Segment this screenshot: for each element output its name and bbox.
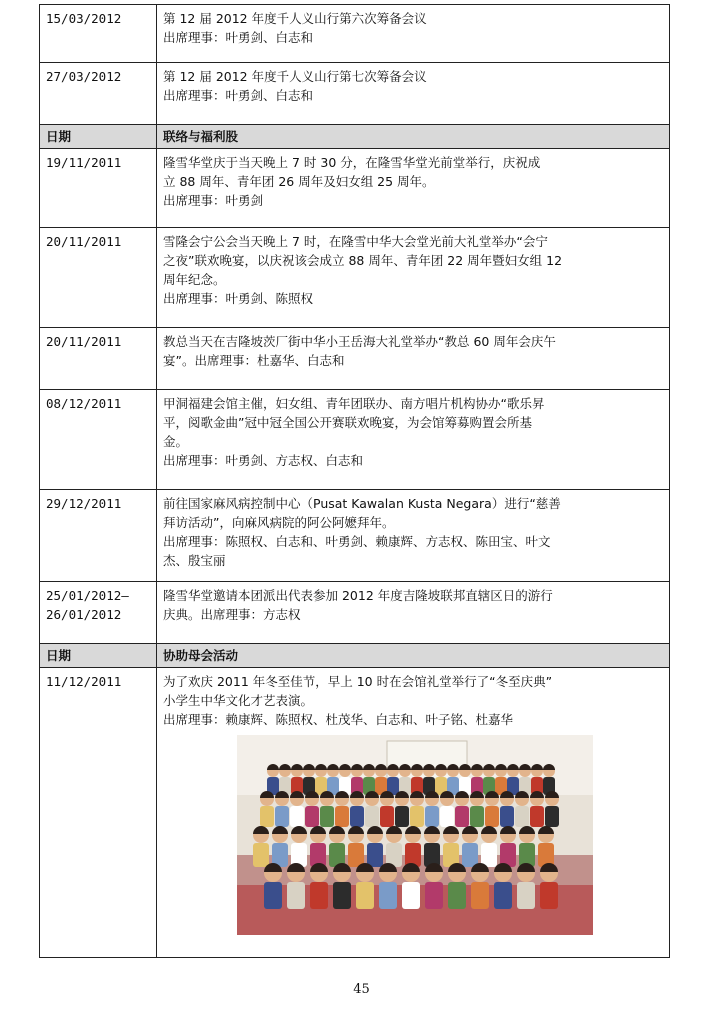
table-row: [40, 228, 670, 328]
row-description: [157, 490, 670, 582]
description-line: 隆雪华堂庆于当天晚上 7 时 30 分，在隆雪华堂光前堂举行，庆祝成: [163, 155, 541, 170]
description-line: 第 12 届 2012 年度千人义山行第七次筹备会议: [163, 69, 427, 84]
row-date: 19/11/2011: [40, 149, 157, 228]
row-date: 15/03/2012: [40, 5, 157, 63]
description-line: 出席理事：叶勇剑、方志权、白志和: [163, 453, 364, 468]
row-description: [157, 582, 670, 644]
table-row: [40, 328, 670, 390]
row-description: [157, 228, 670, 328]
description-line: 出席理事：陈照权、白志和、叶勇剑、赖康辉、方志权、陈田宝、叶文: [163, 534, 551, 549]
page-number: 45: [353, 982, 370, 997]
group-photo-image: [237, 735, 593, 935]
description-line: 教总当天在吉隆坡茨厂街中华小王岳海大礼堂举办“教总 60 周年会庆午: [163, 334, 556, 349]
event-photo-container: [163, 729, 664, 945]
description-line: 前往国家麻风病控制中心（Pusat Kawalan Kusta Negara）进行“慈善: [163, 496, 561, 511]
row-date: 08/12/2011: [40, 390, 157, 490]
row-date: 11/12/2011: [40, 668, 157, 958]
row-description: [157, 390, 670, 490]
description-line: 出席理事：叶勇剑、白志和: [163, 30, 314, 45]
section-header-row: [40, 125, 670, 149]
description-line: 拜访活动”，向麻风病院的阿公阿嬷拜年。: [163, 515, 395, 530]
description-line: 立 88 周年、青年团 26 周年及妇女组 25 周年。: [163, 174, 435, 189]
description-line: 第 12 届 2012 年度千人义山行第六次筹备会议: [163, 11, 427, 26]
description-line: 之夜”联欢晚宴，以庆祝该会成立 88 周年、青年团 22 周年暨妇女组 12: [163, 253, 563, 268]
row-date: 20/11/2011: [40, 228, 157, 328]
description-line: 隆雪华堂邀请本团派出代表参加 2012 年度吉隆坡联邦直辖区日的游行: [163, 588, 553, 603]
table-row: [40, 490, 670, 582]
description-line: 出席理事：叶勇剑、白志和: [163, 88, 314, 103]
section-header-row: [40, 644, 670, 668]
header-section-label: 协助母会活动: [157, 644, 670, 668]
description-line: 出席理事：叶勇剑: [163, 193, 264, 208]
activity-table: [39, 4, 670, 958]
table-row: [40, 582, 670, 644]
row-date: 20/11/2011: [40, 328, 157, 390]
description-line: 杰、殷宝丽: [163, 553, 226, 568]
row-date: 29/12/2011: [40, 490, 157, 582]
table-row: [40, 390, 670, 490]
row-date: 25/01/2012– 26/01/2012: [40, 582, 157, 644]
row-description: [157, 668, 670, 958]
description-line: 周年纪念。: [163, 272, 226, 287]
table-row: [40, 149, 670, 228]
table-row: [40, 63, 670, 125]
row-description: [157, 63, 670, 125]
row-date: 27/03/2012: [40, 63, 157, 125]
header-date-label: 日期: [40, 644, 157, 668]
row-description: [157, 328, 670, 390]
row-description: [157, 149, 670, 228]
header-section-label: 联络与福利股: [157, 125, 670, 149]
description-line: 出席理事：赖康辉、陈照权、杜茂华、白志和、叶子铭、杜嘉华: [163, 712, 514, 727]
description-line: 庆典。出席理事：方志权: [163, 607, 301, 622]
table-row: [40, 5, 670, 63]
description-line: 宴”。出席理事：杜嘉华、白志和: [163, 353, 345, 368]
row-description: [157, 5, 670, 63]
description-line: 平，阅歌金曲”冠中冠全国公开赛联欢晚宴，为会馆筹募购置会所基: [163, 415, 532, 430]
description-line: 金。: [163, 434, 189, 449]
description-line: 出席理事：叶勇剑、陈照权: [163, 291, 314, 306]
description-line: 为了欢庆 2011 年冬至佳节，早上 10 时在会馆礼堂举行了“冬至庆典”: [163, 674, 553, 689]
header-date-label: 日期: [40, 125, 157, 149]
description-line: 雪隆会宁公会当天晚上 7 时，在隆雪中华大会堂光前大礼堂举办“会宁: [163, 234, 548, 249]
description-line: 小学生中华文化才艺表演。: [163, 693, 314, 708]
table-row: [40, 668, 670, 958]
description-line: 甲洞福建会馆主催，妇女组、青年团联办、南方唱片机构协办“歌乐昇: [163, 396, 545, 411]
